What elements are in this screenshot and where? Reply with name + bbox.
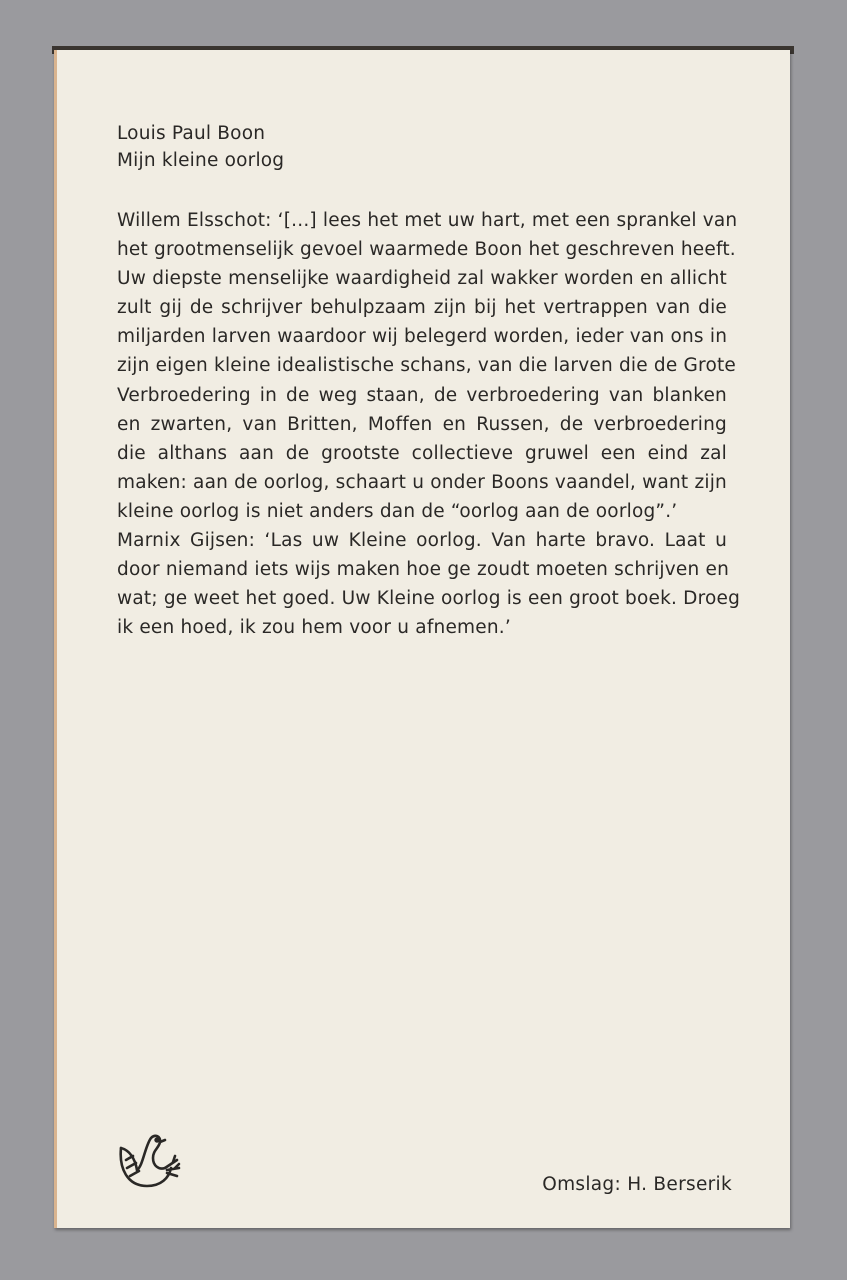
- publisher-bird-logo-icon: [113, 1126, 183, 1196]
- quote-line: zult gij de schrijver behulpzaam zijn bij het vertrappen van die: [117, 297, 727, 319]
- quote-line: Verbroedering in de weg staan, de verbroedering van blanken: [117, 384, 727, 406]
- quote-line: die althans aan de grootste collectieve gruwel een eind zal: [117, 442, 727, 464]
- review-quotes: [117, 206, 741, 642]
- quote-line: Uw diepste menselijke waardigheid zal wakker worden en allicht: [117, 268, 727, 290]
- quote-line: maken: aan de oorlog, schaart u onder Boons vaandel, want zijn: [117, 471, 727, 493]
- book-header: [117, 120, 284, 174]
- quote-line: zijn eigen kleine idealistische schans, van die larven die de Grote: [117, 355, 737, 377]
- quote-line: Willem Elsschot: ‘[...] lees het met uw hart, met een sprankel van: [117, 210, 738, 231]
- quote-line: kleine oorlog is niet anders dan de “oorlog aan de oorlog”.’: [117, 500, 678, 522]
- quote-line: Marnix Gijsen: ‘Las uw Kleine oorlog. Van harte bravo. Laat u: [117, 530, 727, 552]
- book-back-cover: [54, 50, 790, 1228]
- quote-line: en zwarten, van Britten, Moffen en Russen, de verbroedering: [117, 413, 727, 435]
- quote-line: miljarden larven waardoor wij belegerd worden, ieder van ons in: [117, 326, 728, 348]
- quote-line: door niemand iets wijs maken hoe ge zoudt moeten schrijven en: [117, 559, 730, 581]
- quote-line: het grootmenselijk gevoel waarmede Boon het geschreven heeft.: [117, 239, 736, 261]
- author-name: Louis Paul Boon: [117, 123, 266, 144]
- cover-design-credit: Omslag: H. Berserik: [542, 1174, 732, 1195]
- quote-line: wat; ge weet het goed. Uw Kleine oorlog is een groot boek. Droeg: [117, 588, 741, 610]
- quote-line: ik een hoed, ik zou hem voor u afnemen.’: [117, 617, 511, 639]
- book-title: Mijn kleine oorlog: [117, 150, 285, 171]
